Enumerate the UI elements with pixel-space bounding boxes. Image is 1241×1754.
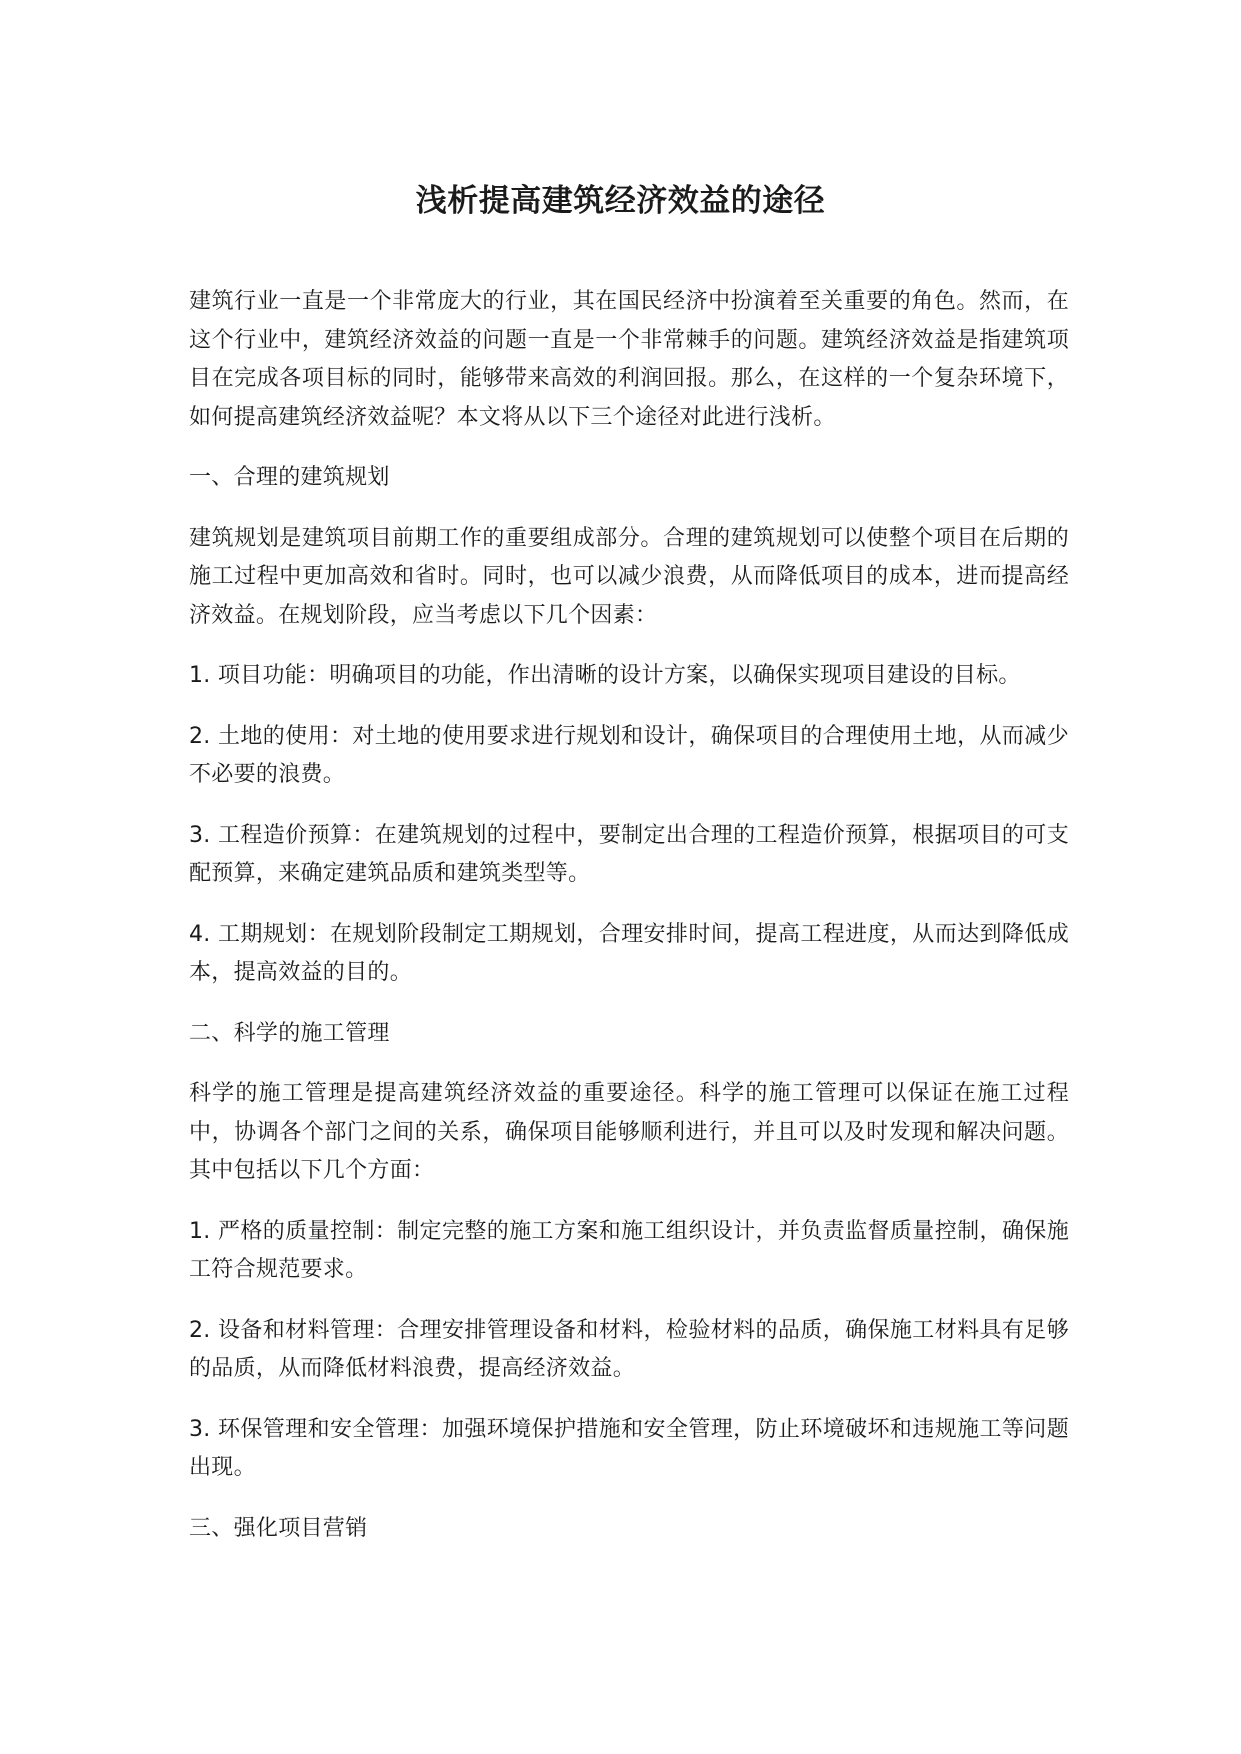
section-heading-construction: 二、科学的施工管理: [189, 1020, 390, 1046]
list-item: 4. 工期规划：在规划阶段制定工期规划，合理安排时间，提高工程进度，从而达到降低成本，提高效益的目的。: [189, 921, 1069, 985]
section-intro-planning: 建筑规划是建筑项目前期工作的重要组成部分。合理的建筑规划可以使整个项目在后期的施工过程中更加高效和省时。同时，也可以减少浪费，从而降低项目的成本，进而提高经济效益。在规划阶段，应当考虑以下几个因素：: [189, 525, 1069, 628]
list-item: 1. 严格的质量控制：制定完整的施工方案和施工组织设计，并负责监督质量控制，确保施工符合规范要求。: [189, 1218, 1069, 1282]
section-intro-construction: 科学的施工管理是提高建筑经济效益的重要途径。科学的施工管理可以保证在施工过程中，协调各个部门之间的关系，确保项目能够顺利进行，并且可以及时发现和解决问题。其中包括以下几个方面：: [189, 1081, 1069, 1183]
list-item: 1. 项目功能：明确项目的功能，作出清晰的设计方案，以确保实现项目建设的目标。: [189, 663, 1021, 688]
list-item: 2. 设备和材料管理：合理安排管理设备和材料，检验材料的品质，确保施工材料具有足够的品质，从而降低材料浪费，提高经济效益。: [189, 1317, 1069, 1381]
list-item: 3. 环保管理和安全管理：加强环境保护措施和安全管理，防止环境破坏和违规施工等问题出现。: [189, 1416, 1069, 1480]
document-body: [189, 283, 1069, 1570]
list-item: 3. 工程造价预算：在建筑规划的过程中，要制定出合理的工程造价预算，根据项目的可支配预算，来确定建筑品质和建筑类型等。: [189, 822, 1069, 886]
document-title: 浅析提高建筑经济效益的途径: [415, 183, 826, 219]
intro-paragraph: 建筑行业一直是一个非常庞大的行业，其在国民经济中扮演着至关重要的角色。然而，在这个行业中，建筑经济效益的问题一直是一个非常棘手的问题。建筑经济效益是指建筑项目在完成各项目标的同时，能够带来高效的利润回报。那么，在这样的一个复杂环境下，如何提高建筑经济效益呢？本文将从以下三个途径对此进行浅析。: [189, 289, 1069, 430]
list-item: 2. 土地的使用：对土地的使用要求进行规划和设计，确保项目的合理使用土地，从而减少不必要的浪费。: [189, 723, 1069, 787]
section-heading-marketing: 三、强化项目营销: [189, 1515, 368, 1541]
section-heading-planning: 一、合理的建筑规划: [189, 465, 390, 490]
